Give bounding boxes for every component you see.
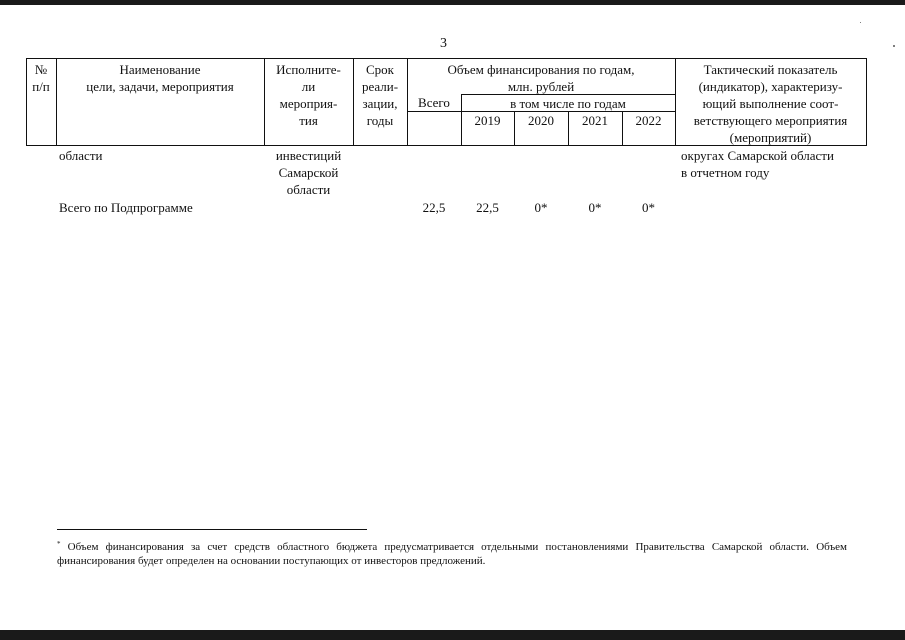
- header-term: [353, 61, 407, 129]
- header-by-years: в том числе по годам: [510, 96, 626, 111]
- header-volume-line: Объем финансирования по годам,: [447, 62, 635, 77]
- header-year-2021: 2021: [582, 113, 608, 128]
- header-exec-line: мероприя-: [279, 96, 338, 111]
- total-row-2019: 22,5: [476, 200, 499, 215]
- header-name-line: Наименование: [119, 62, 201, 77]
- total-row-2022: 0*: [642, 200, 655, 215]
- row-executor-line: области: [286, 182, 331, 197]
- header-indicator-line: (мероприятий): [729, 130, 812, 145]
- header-total: Всего: [418, 95, 450, 110]
- header-exec-line: Исполните-: [276, 62, 341, 77]
- total-row-2020: 0*: [534, 200, 548, 215]
- header-volume-line: млн. рублей: [507, 79, 575, 94]
- header-indicator: [675, 61, 866, 146]
- row-executor-line: инвестиций: [275, 148, 342, 163]
- header-exec-line: тия: [299, 113, 318, 128]
- header-no-line: п/п: [32, 79, 50, 94]
- header-indicator-line: ветствующего мероприятия: [693, 113, 848, 128]
- scan-edge-top: [0, 0, 905, 5]
- header-exec-line: ли: [301, 79, 316, 94]
- total-row-label: Всего по Подпрограмме: [59, 200, 193, 215]
- page-number: 3: [440, 36, 447, 51]
- footnote-separator: [57, 529, 367, 530]
- header-indicator-line: (индикатор), характеризу-: [698, 79, 843, 94]
- footnote: [57, 540, 847, 568]
- col-border-right: [866, 58, 867, 146]
- header-indicator-line: ющий выполнение соот-: [702, 96, 839, 111]
- row-indicator-line: округах Самарской области: [681, 148, 834, 163]
- row-indicator-continuation: [681, 147, 834, 181]
- header-term-line: Срок: [366, 62, 394, 77]
- header-year-2019: 2019: [474, 113, 501, 128]
- footnote-text: Объем финансирования за счет средств областного бюджета предусматривается отдельными постановлениями Правительства Самарской области. Объем финансирования будет определен на основании поступающих от инвесторов предложений.: [57, 541, 847, 567]
- scan-edge-bottom: [0, 630, 905, 640]
- header-year-2020: 2020: [528, 113, 554, 128]
- header-term-line: годы: [366, 113, 394, 128]
- header-name-line: цели, задачи, мероприятия: [86, 79, 234, 94]
- header-no-line: №: [34, 62, 48, 77]
- header-volume: [407, 61, 675, 95]
- row-executor-line: Самарской: [278, 165, 339, 180]
- table-top-border: [26, 58, 866, 59]
- header-term-line: реали-: [361, 79, 399, 94]
- scan-speck: [860, 22, 861, 23]
- header-year-2022: 2022: [635, 113, 662, 128]
- footnote-marker: *: [57, 540, 61, 548]
- total-row-2021: 0*: [588, 200, 602, 215]
- scan-speck: [893, 45, 895, 47]
- row-name-continuation: области: [59, 148, 103, 163]
- header-executors: [264, 61, 353, 129]
- header-indicator-line: Тактический показатель: [703, 62, 838, 77]
- row-executor-continuation: [264, 147, 353, 198]
- total-row-total: 22,5: [422, 200, 446, 215]
- header-no: [26, 61, 56, 95]
- row-indicator-line: в отчетном году: [681, 165, 770, 180]
- header-term-line: зации,: [362, 96, 398, 111]
- header-name: [56, 61, 264, 95]
